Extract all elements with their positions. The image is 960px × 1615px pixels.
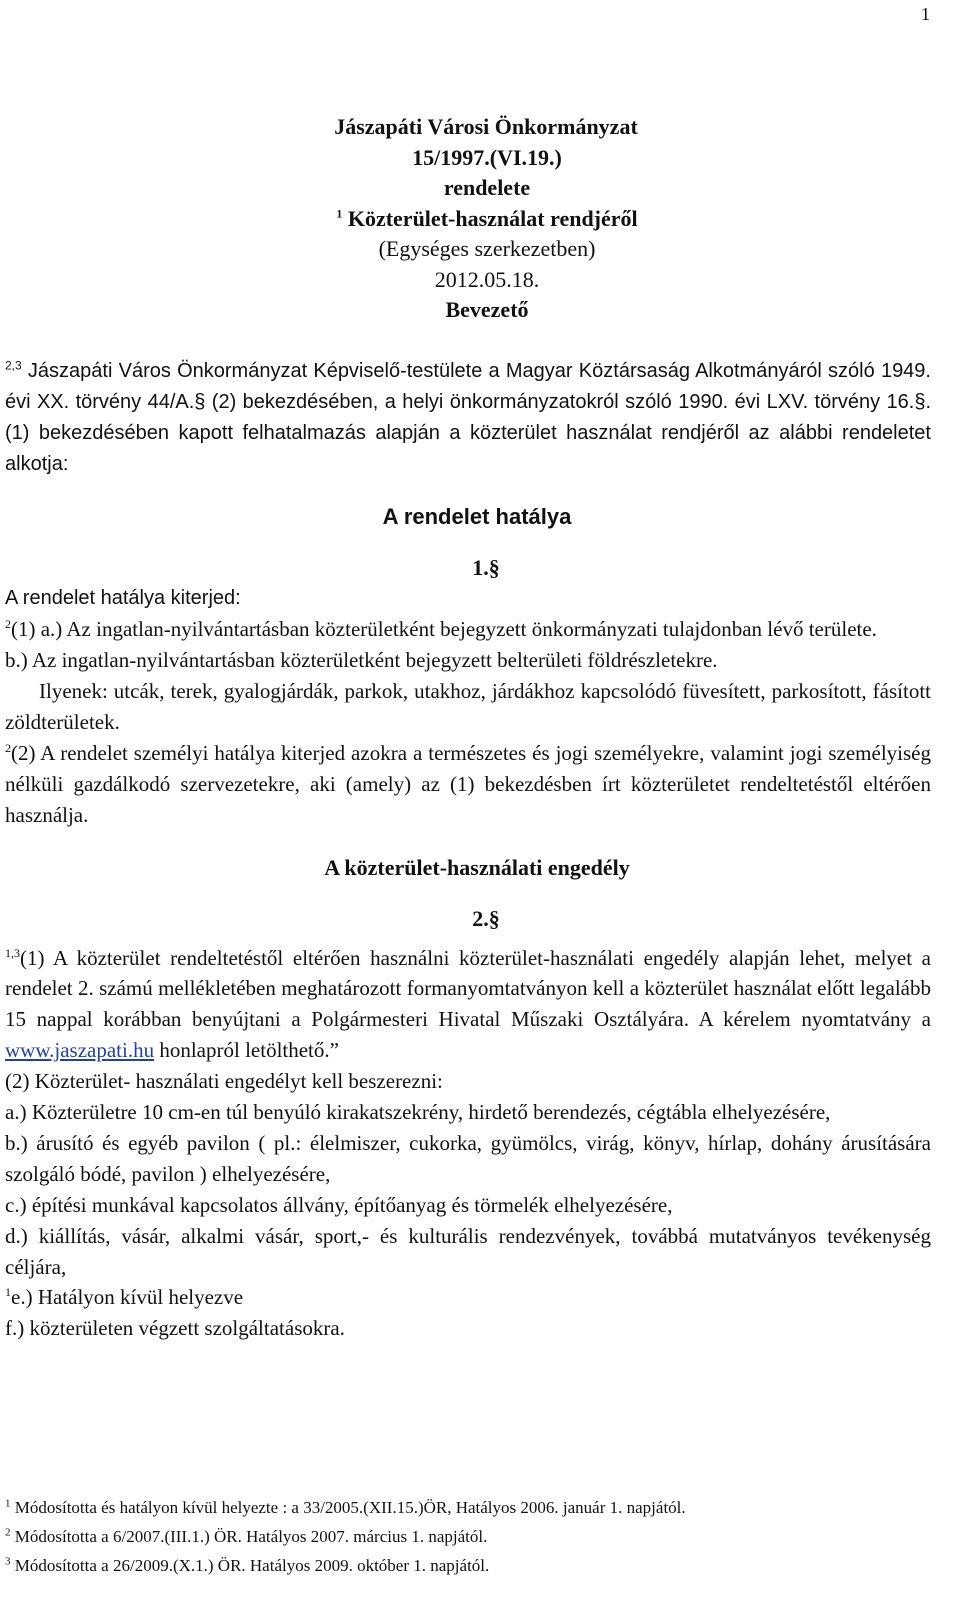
permit-item-f: f.) közterületen végzett szolgáltatásokra.: [5, 1316, 345, 1341]
decree-word: rendelete: [443, 175, 531, 200]
scope-paragraph-1: $^2$(1) a.) Az ingatlan-nyilvántartásban közterületként bejegyzett önkormányzati tulajdonban lévő területe.: [5, 617, 877, 642]
document-header: [0, 112, 960, 326]
paragraph-number-2: 2.§: [472, 905, 500, 931]
section-title-scope: A rendelet hatálya: [382, 503, 572, 529]
permit-item-e: $^1$e.) Hatályon kívül helyezve: [5, 1285, 244, 1310]
website-link[interactable]: www.jaszapati.hu: [5, 1038, 155, 1063]
issuer-title: Jászapáti Városi Önkormányzat: [334, 114, 638, 139]
footnote-ref: 1,3: [5, 945, 20, 960]
permit-item-d: d.) kiállítás, vásár, alkalmi vásár, sport,- és kulturális rendezvények, továbbá mutatványos tevékenység céljára,: [5, 1223, 931, 1279]
footnote: $^2$ Módosította a 6/2007.(III.1.) ÖR. Hatályos 2007. március 1. napjától.: [5, 1526, 488, 1546]
scope-examples: Ilyenek: utcák, terek, gyalogjárdák, parkok, utakhoz, járdákhoz kapcsolódó füvesített, parkosított, fásított zöldterületek.: [5, 679, 931, 735]
section-title-permit: A közterület-használati engedély: [324, 854, 630, 880]
permit-item-b: b.) árusító és egyéb pavilon ( pl.: élelmiszer, cukorka, gyümölcs, virág, könyv, hírlap, dohány árusítására szolgáló bódé, pavilon ) elhelyezésére,: [5, 1130, 931, 1186]
footnotes: [5, 1493, 935, 1580]
consolidation-date: 2012.05.18.: [434, 266, 540, 292]
footnote: $^1$ Módosította és hatályon kívül helyezte : a 33/2005.(XII.15.)ÖR, Hatályos 2006. január 1. napjától.: [5, 1497, 686, 1517]
scope-paragraph-2: $^2$(2) A rendelet személyi hatálya kiterjed azokra a természetes és jogi személyekre, valamint jogi személyiség nélküli gazdálkodó szervezetekre, aki (amely) az (1) bekezdésben írt közterületet rendeltetéstől eltérően használja.: [5, 740, 931, 827]
document-body: [5, 356, 931, 1344]
footnote-ref: 1: [336, 206, 343, 221]
decree-number: 15/1997.(VI.19.): [412, 144, 562, 170]
decree-subject: $^1$ Közterület-használat rendjéről: [336, 205, 638, 231]
preamble-paragraph: $^{2,3}$ Jászapáti Város Önkormányzat Képviselő-testülete a Magyar Köztársaság Alkotmányáról szóló 1949. évi XX. törvény 44/A.§ (2) bekezdésében, a helyi önkormányzatokról szóló 1990. évi LXV. törvény 16.§. (1) bekezdésében kapott felhatalmazás alapján a közterület használat rendjéről az alábbi rendeletet alkotja:: [5, 358, 931, 475]
paragraph-number-1: 1.§: [472, 554, 500, 580]
scope-lead: A rendelet hatálya kiterjed:: [5, 587, 241, 610]
permit-paragraph-2: (2) Közterület- használati engedélyt kell beszerezni:: [5, 1069, 443, 1094]
footnote-ref: 2: [5, 740, 11, 755]
page-number: 1: [921, 4, 930, 24]
permit-item-c: c.) építési munkával kapcsolatos állvány, építőanyag és törmelék elhelyezésére,: [5, 1192, 673, 1217]
introduction-heading: Bevezető: [445, 297, 529, 322]
consolidated-note: (Egységes szerkezetben): [378, 236, 596, 261]
scope-paragraph-1b: b.) Az ingatlan-nyilvántartásban közterületként bejegyzett belterületi földrészletekre.: [5, 648, 718, 673]
footnote-ref: 1: [5, 1285, 11, 1300]
footnote-ref: 2: [5, 617, 11, 632]
footnote-ref: 2,3: [5, 358, 22, 373]
permit-item-a: a.) Közterületre 10 cm-en túl benyúló kirakatszekrény, hirdető berendezés, cégtábla elhelyezésére,: [5, 1100, 831, 1125]
permit-paragraph-1: $^{1,3}$(1) A közterület rendeltetéstől eltérően használni közterület-használati engedély alapján lehet, melyet a rendelet 2. számú mellékletében meghatározott formanyomtatványon kell a közterület használat előtt legalább 15 nappal korábban benyújtani a Polgármesteri Hivatal Műszaki Osztályára. A kérelem nyomtatvány a www.jaszapati.hu honlapról letölthető.”: [5, 945, 931, 1063]
footnote: $^3$ Módosította a 26/2009.(X.1.) ÖR. Hatályos 2009. október 1. napjától.: [5, 1555, 490, 1575]
